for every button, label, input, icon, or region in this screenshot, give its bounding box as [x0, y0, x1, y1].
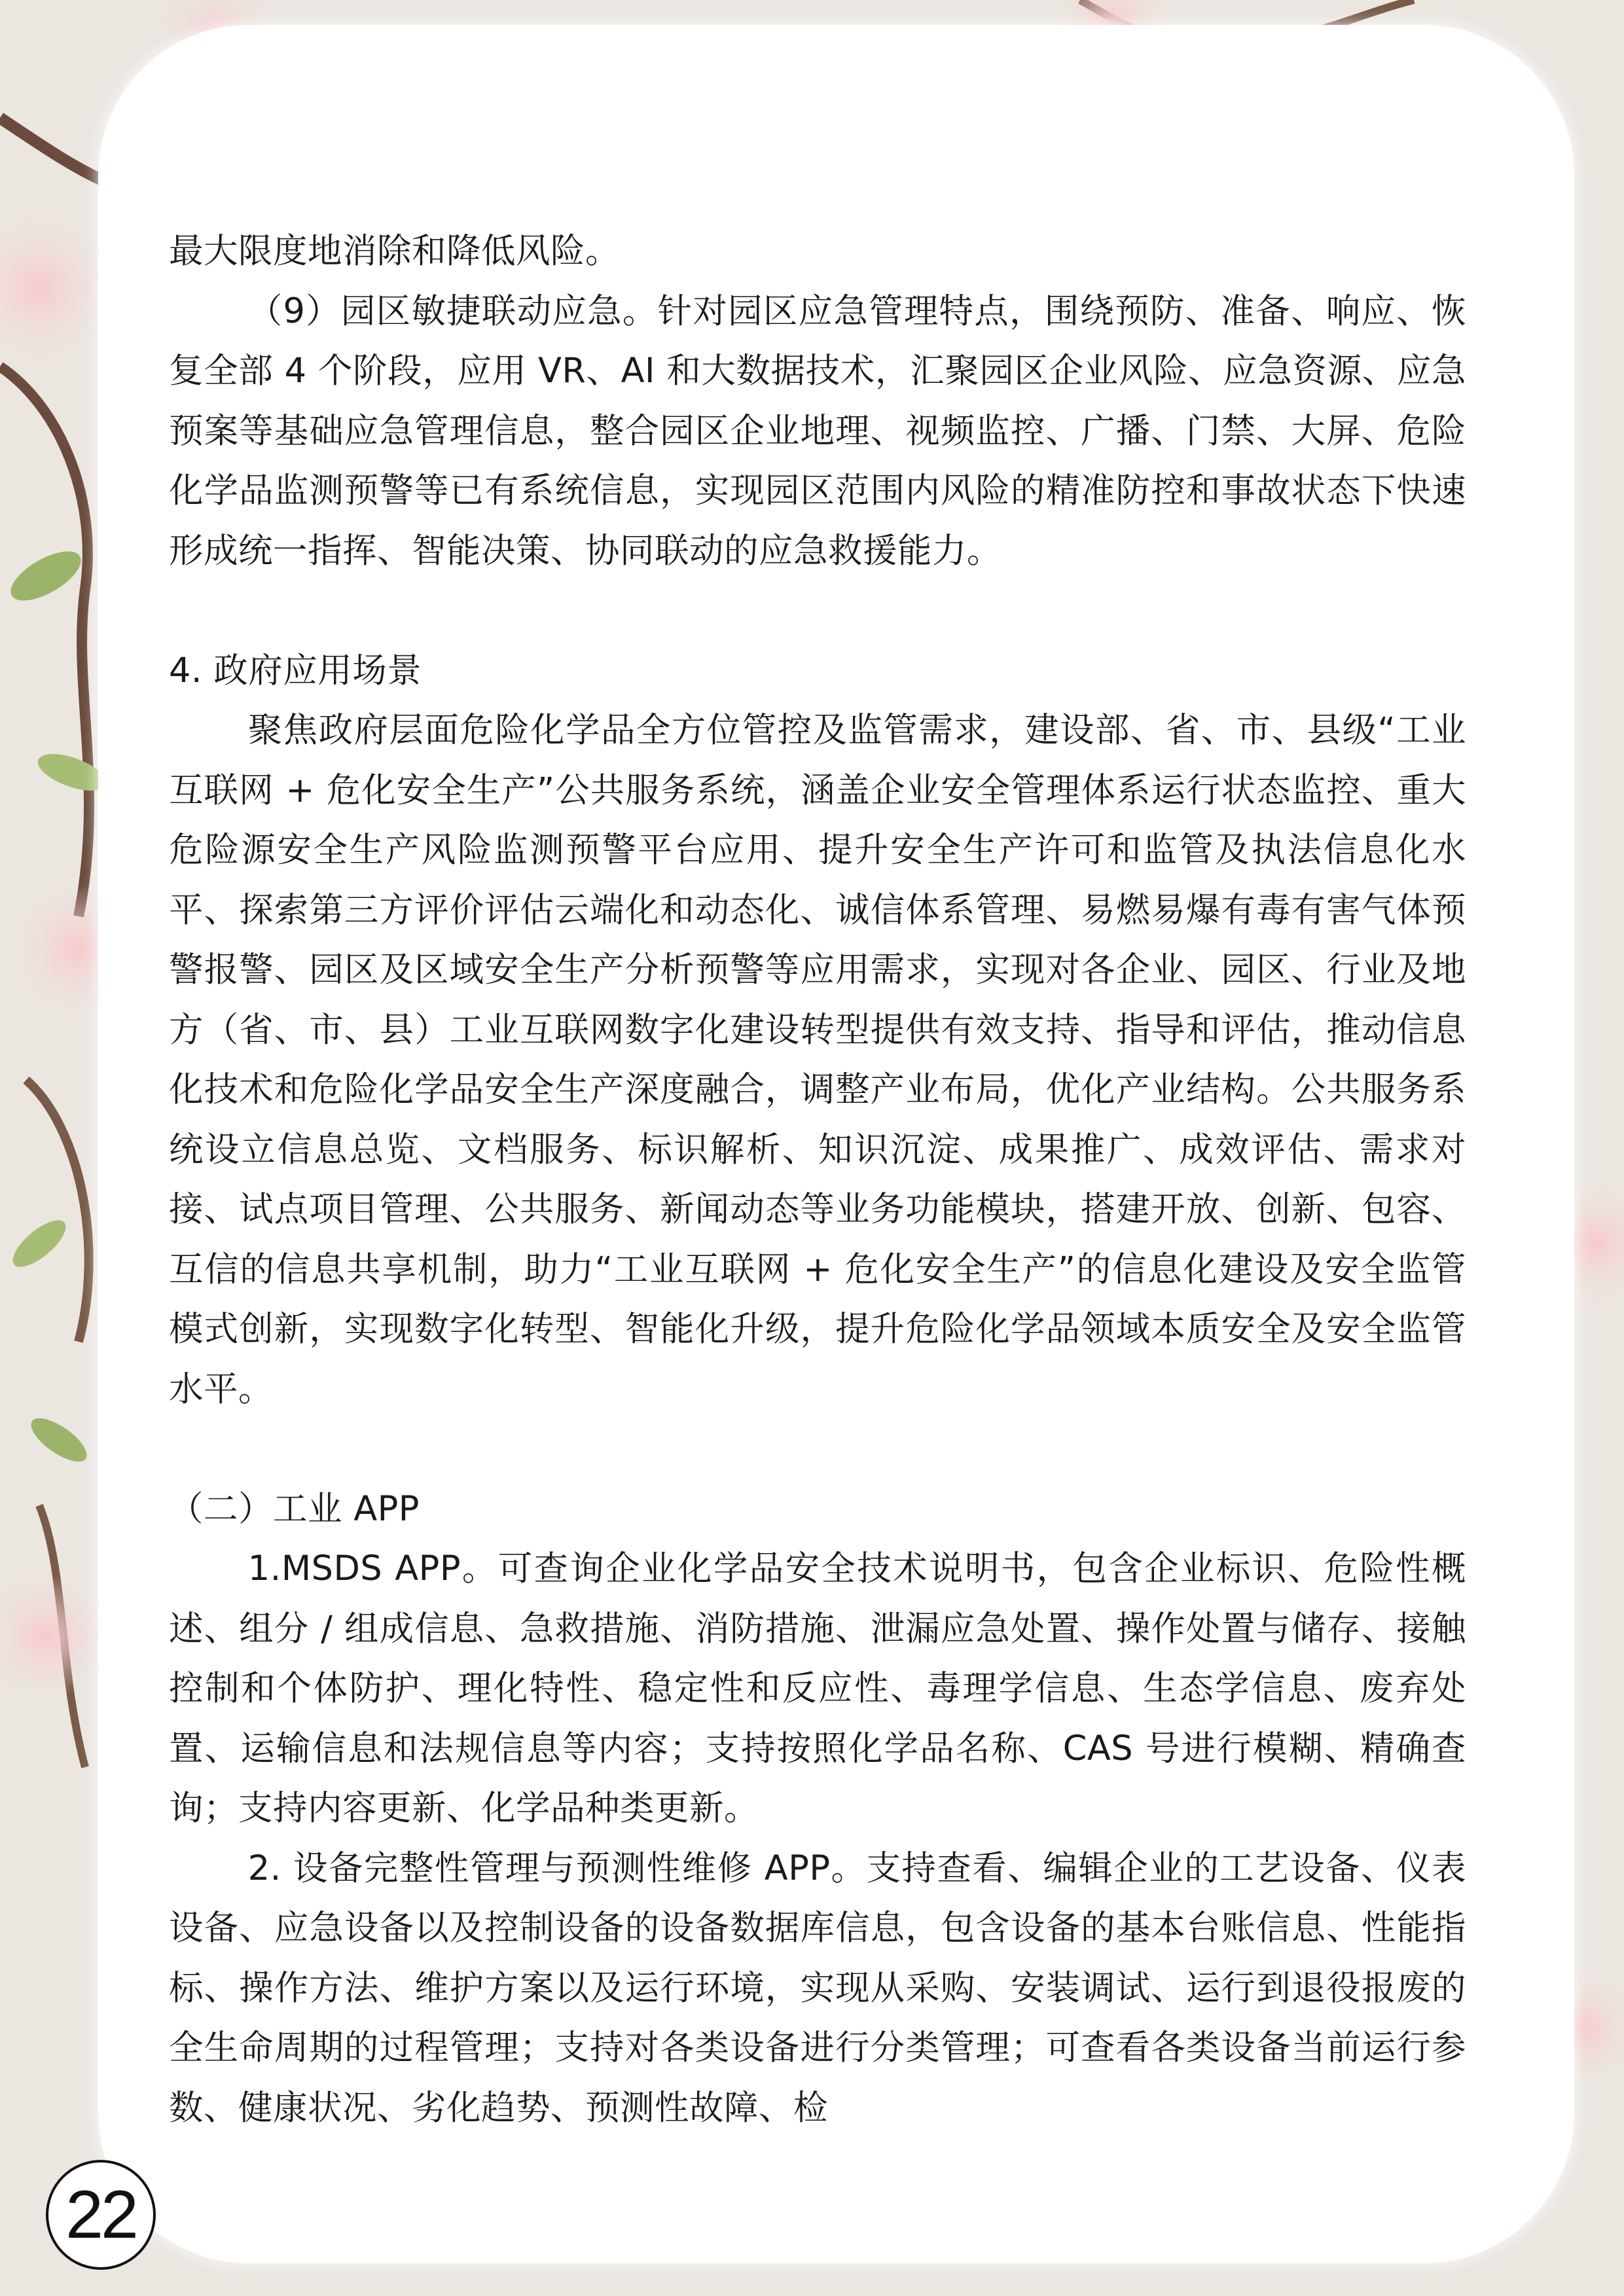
paragraph-equipment-app: 2. 设备完整性管理与预测性维修 APP。支持查看、编辑企业的工艺设备、仪表设备、应急设备以及控制设备的设备数据库信息，包含设备的基本台账信息、性能指标、操作方法、维护方案以及运行环境，实现从采购、安装调试、运行到退役报废的全生命周期的过程管理；支持对各类设备进行分类管理；可查看各类设备当前运行参数、健康状况、劣化趋势、预测性故障、检	[169, 1848, 1466, 2128]
spacer	[169, 1419, 1466, 1479]
section-heading-government: 4. 政府应用场景	[169, 650, 422, 691]
paragraph-government: 聚焦政府层面危险化学品全方位管控及监管需求，建设部、省、市、县级“工业互联网 + 危化安全生产”公共服务系统，涵盖企业安全管理体系运行状态监控、重大危险源安全生产风险监测预警平台应用、提升安全生产许可和监管及执法信息化水平、探索第三方评价评估云端化和动态化、诚信体系管理、易燃易爆有毒有害气体预警报警、园区及区域安全生产分析预警等应用需求，实现对各企业、园区、行业及地方（省、市、县）工业互联网数字化建设转型提供有效支持、指导和评估，推动信息化技术和危险化学品安全生产深度融合，调整产业布局，优化产业结构。公共服务系统设立信息总览、文档服务、标识解析、知识沉淀、成果推广、成效评估、需求对接、试点项目管理、公共服务、新闻动态等业务功能模块，搭建开放、创新、包容、互信的信息共享机制，助力“工业互联网 + 危化安全生产”的信息化建设及安全监管模式创新，实现数字化转型、智能化升级，提升危险化学品领域本质安全及安全监管水平。	[169, 710, 1466, 1409]
paragraph-msds-app: 1.MSDS APP。可查询企业化学品安全技术说明书，包含企业标识、危险性概述、组分 / 组成信息、急救措施、消防措施、泄漏应急处置、操作处置与储存、接触控制和个体防护、理化特性、稳定性和反应性、毒理学信息、生态学信息、废弃处置、运输信息和法规信息等内容；支持按照化学品名称、CAS 号进行模糊、精确查询；支持内容更新、化学品种类更新。	[169, 1549, 1466, 1828]
paragraph-2: （9）园区敏捷联动应急。针对园区应急管理特点，围绕预防、准备、响应、恢复全部 4 个阶段，应用 VR、AI 和大数据技术，汇聚园区企业风险、应急资源、应急预案等基础应急管理信息，整合园区企业地理、视频监控、广播、门禁、大屏、危险化学品监测预警等已有系统信息，实现园区范围内风险的精准防控和事故状态下快速形成统一指挥、智能决策、协同联动的应急救援能力。	[169, 291, 1466, 571]
page-number-badge: 22	[46, 2160, 156, 2270]
spacer	[169, 581, 1466, 641]
section-heading-industrial-app: （二）工业 APP	[169, 1488, 420, 1529]
document-body	[169, 221, 1466, 2138]
paragraph-1: 最大限度地消除和降低风险。	[169, 231, 621, 271]
